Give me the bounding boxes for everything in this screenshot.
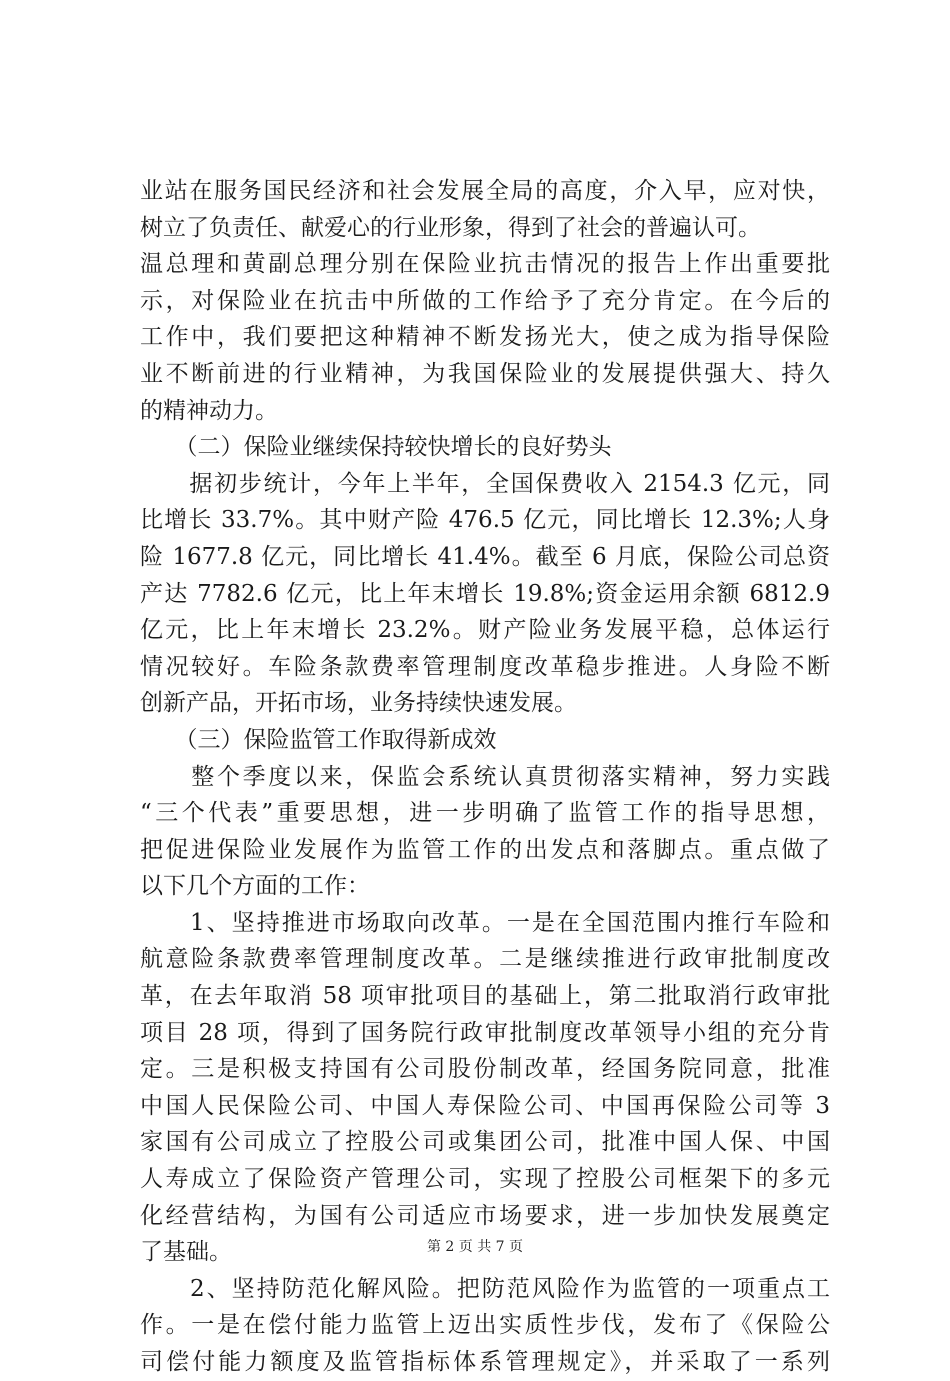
- text-line: （三）保险监管工作取得新成效: [140, 726, 497, 753]
- text-line: 人寿成立了保险资产管理公司，实现了控股公司框架下的多元: [140, 1166, 830, 1193]
- text-line: 化经营结构，为国有公司适应市场要求，进一步加快发展奠定: [140, 1202, 830, 1229]
- text-line: 工作中，我们要把这种精神不断发扬光大，使之成为指导保险: [140, 324, 830, 351]
- text-line: 航意险条款费率管理制度改革。二是继续推进行政审批制度改: [140, 946, 830, 973]
- text-line: 业站在服务国民经济和社会发展全局的高度，介入早，应对快，: [140, 178, 830, 204]
- text-line: 项目 28 项，得到了国务院行政审批制度改革领导小组的充分肯: [140, 1019, 830, 1046]
- text-line: 示，对保险业在抗击中所做的工作给予了充分肯定。在今后的: [140, 287, 830, 314]
- page-footer: 第 2 页 共 7 页: [426, 1239, 524, 1255]
- text-line: 产达 7782.6 亿元，比上年末增长 19.8%;资金运用余额 6812.9: [140, 580, 830, 607]
- text-line: 把促进保险业发展作为监管工作的出发点和落脚点。重点做了: [140, 836, 830, 863]
- text-line: （二）保险业继续保持较快增长的良好势头: [140, 434, 612, 461]
- text-line: 了基础。: [140, 1239, 232, 1266]
- text-line: 树立了负责任、献爱心的行业形象，得到了社会的普遍认可。: [140, 214, 761, 241]
- text-line: 以下几个方面的工作：: [140, 873, 370, 900]
- text-line: 作。一是在偿付能力监管上迈出实质性步伐，发布了《保险公: [140, 1312, 830, 1339]
- text-line: 情况较好。车险条款费率管理制度改革稳步推进。人身险不断: [140, 653, 830, 680]
- text-line: 司偿付能力额度及监管指标体系管理规定》，并采取了一系列: [140, 1349, 830, 1375]
- text-line: 的精神动力。: [140, 397, 278, 424]
- text-line: 温总理和黄副总理分别在保险业抗击情况的报告上作出重要批: [140, 251, 830, 278]
- text-line: 定。三是积极支持国有公司股份制改革，经国务院同意，批准: [140, 1056, 830, 1083]
- text-line: 险 1677.8 亿元，同比增长 41.4%。截至 6 月底，保险公司总资: [140, 543, 830, 570]
- text-line: 据初步统计，今年上半年，全国保费收入 2154.3 亿元，同: [140, 470, 830, 497]
- text-line: 创新产品，开拓市场，业务持续快速发展。: [140, 690, 577, 717]
- text-line: 家国有公司成立了控股公司或集团公司，批准中国人保、中国: [140, 1129, 830, 1156]
- text-line: 比增长 33.7%。其中财产险 476.5 亿元，同比增长 12.3%;人身: [140, 507, 830, 534]
- text-line: 业不断前进的行业精神，为我国保险业的发展提供强大、持久: [140, 360, 830, 387]
- text-line: 整个季度以来，保监会系统认真贯彻落实精神，努力实践: [140, 763, 830, 790]
- text-line: “三个代表”重要思想，进一步明确了监管工作的指导思想，: [140, 800, 830, 827]
- text-line: 2、坚持防范化解风险。把防范风险作为监管的一项重点工: [140, 1275, 830, 1302]
- text-line: 革，在去年取消 58 项审批项目的基础上，第二批取消行政审批: [140, 983, 830, 1010]
- text-line: 中国人民保险公司、中国人寿保险公司、中国再保险公司等 3: [140, 1092, 830, 1119]
- body-text: [140, 173, 830, 1381]
- text-line: 亿元，比上年末增长 23.2%。财产险业务发展平稳，总体运行: [140, 617, 830, 644]
- text-line: 1、坚持推进市场取向改革。一是在全国范围内推行车险和: [140, 909, 830, 936]
